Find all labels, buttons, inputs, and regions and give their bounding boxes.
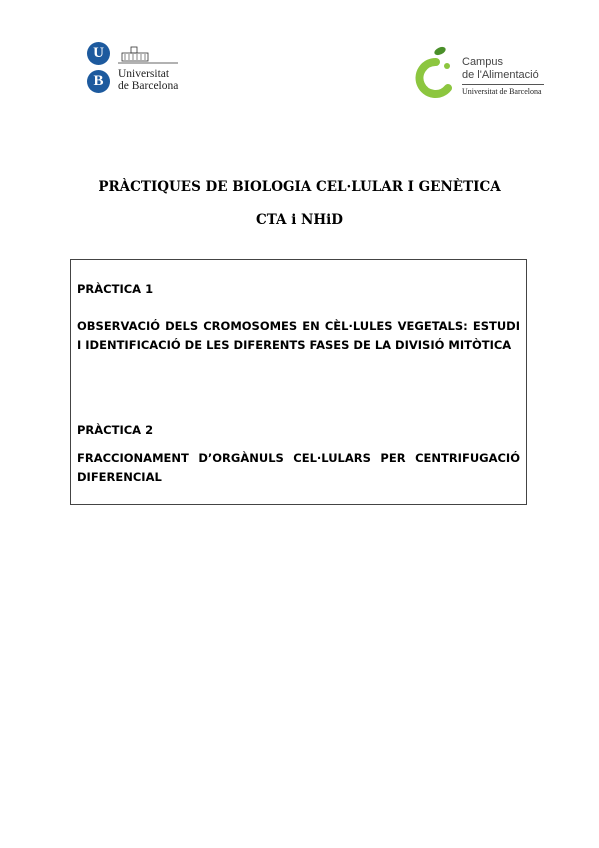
campus-divider	[462, 84, 544, 85]
campus-alimentacio-logo	[414, 42, 564, 102]
practices-box	[70, 259, 527, 505]
campus-name: Campus de l'Alimentació	[462, 56, 539, 81]
campus-apple-mark-icon	[414, 42, 458, 98]
practice-2-description: FRACCIONAMENT D’ORGÀNULS CEL·LULARS PER CENTRIFUGACIÓ DIFERENCIAL	[77, 451, 520, 484]
ub-letter-b: B	[87, 70, 110, 93]
practice-1-description: OBSERVACIÓ DELS CROMOSOMES EN CÈL·LULES VEGETALS: ESTUDI I IDENTIFICACIÓ DE LES DIFERENTS FASES DE LA DIVISIÓ MITÒTICA	[77, 319, 520, 352]
document-subtitle: CTA i NHiD	[256, 212, 343, 228]
campus-subtitle: Universitat de Barcelona	[462, 87, 542, 96]
ub-logo	[86, 40, 196, 100]
practice-2-label: PRÀCTICA 2	[77, 423, 154, 437]
ub-building-emblem-icon	[118, 44, 178, 64]
practice-1-label: PRÀCTICA 1	[77, 282, 154, 296]
ub-letter-u: U	[87, 42, 110, 65]
document-title: PRÀCTIQUES DE BIOLOGIA CEL·LULAR I GENÈTICA	[98, 179, 501, 195]
ub-name: Universitat de Barcelona	[118, 68, 179, 92]
